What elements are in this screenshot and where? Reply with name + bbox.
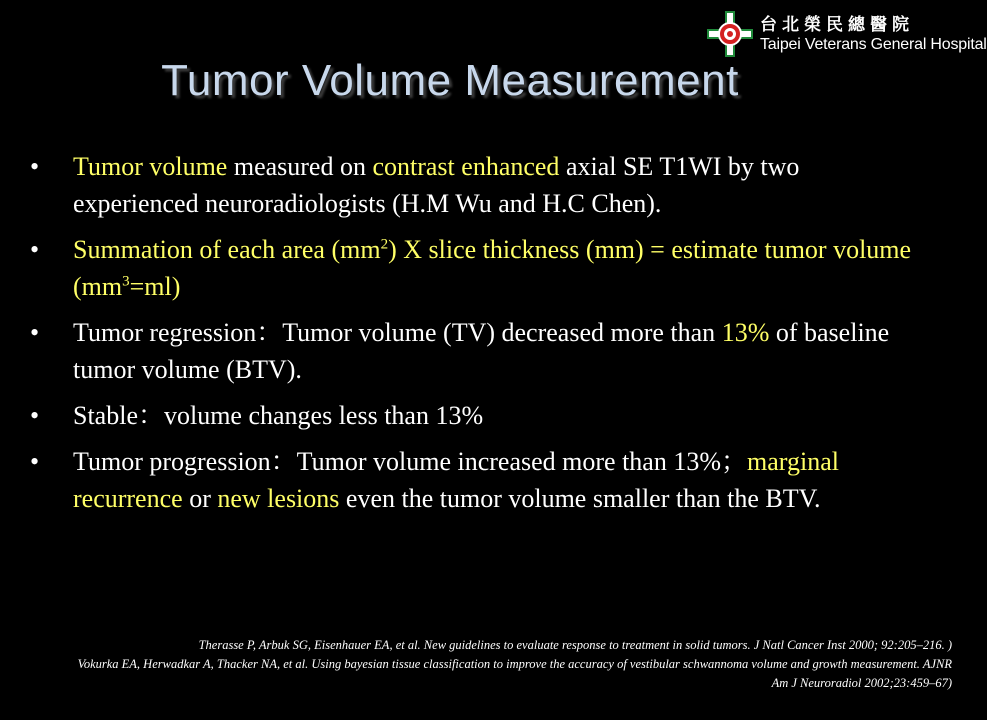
slide-title: Tumor Volume Measurement — [161, 56, 739, 105]
bullet-dot: • — [30, 401, 40, 430]
bullet-text: or — [182, 484, 218, 513]
bullet-item — [30, 314, 930, 388]
hospital-name-chinese: 台北榮民總醫院 — [760, 15, 914, 35]
bullet-list — [30, 148, 930, 526]
bullet-text: measured on — [227, 152, 373, 181]
bullet-text: axial SE T1WI by two experienced neuroradiologists (H.M Wu and H.C Chen). — [73, 152, 800, 218]
bullet-text: marginal recurrence — [73, 447, 839, 513]
bullet-item — [30, 148, 930, 222]
bullet-text: Tumor regression：Tumor volume (TV) decreased more than — [73, 318, 722, 347]
bullet-item — [30, 443, 930, 517]
references — [60, 636, 952, 693]
bullet-text: Summation of each area (mm — [73, 235, 381, 264]
hospital-logo — [700, 8, 987, 60]
bullet-text: contrast enhanced — [372, 152, 560, 181]
superscript: 2 — [380, 236, 389, 253]
bullet-text: of baseline tumor volume (BTV). — [73, 318, 890, 384]
bullet-text: Tumor progression：Tumor volume increased more than 13%； — [73, 447, 748, 476]
bullet-dot: • — [30, 235, 40, 264]
reference-2: Vokurka EA, Herwadkar A, Thacker NA, et al. Using bayesian tissue classification to improve the accuracy of vestibular schwannoma volume and growth measurement. AJNR Am J Neuroradiol 2002;23:459–67) — [77, 657, 952, 690]
superscript: 3 — [122, 273, 130, 290]
bullet-item — [30, 231, 930, 305]
bullet-text: ) X slice thickness (mm) = estimate tumor volume (mm — [73, 235, 912, 301]
hospital-emblem-icon — [706, 10, 754, 58]
hospital-name-english: Taipei Veterans General Hospital — [760, 36, 987, 53]
bullet-dot: • — [30, 447, 40, 476]
bullet-text: =ml) — [129, 272, 181, 301]
bullet-text: new lesions — [217, 484, 340, 513]
bullet-text: even the tumor volume smaller than the BTV. — [339, 484, 821, 513]
bullet-text: Stable：volume changes less than 13% — [73, 401, 484, 430]
bullet-item — [30, 397, 930, 434]
bullet-dot: • — [30, 152, 40, 181]
reference-1: Therasse P, Arbuk SG, Eisenhauer EA, et al. New guidelines to evaluate response to treatment in solid tumors. J Natl Cancer Inst 2000; 92:205–216. ) — [198, 638, 952, 652]
bullet-text: 13% — [721, 318, 770, 347]
bullet-text: Tumor volume — [73, 152, 228, 181]
bullet-dot: • — [30, 318, 40, 347]
